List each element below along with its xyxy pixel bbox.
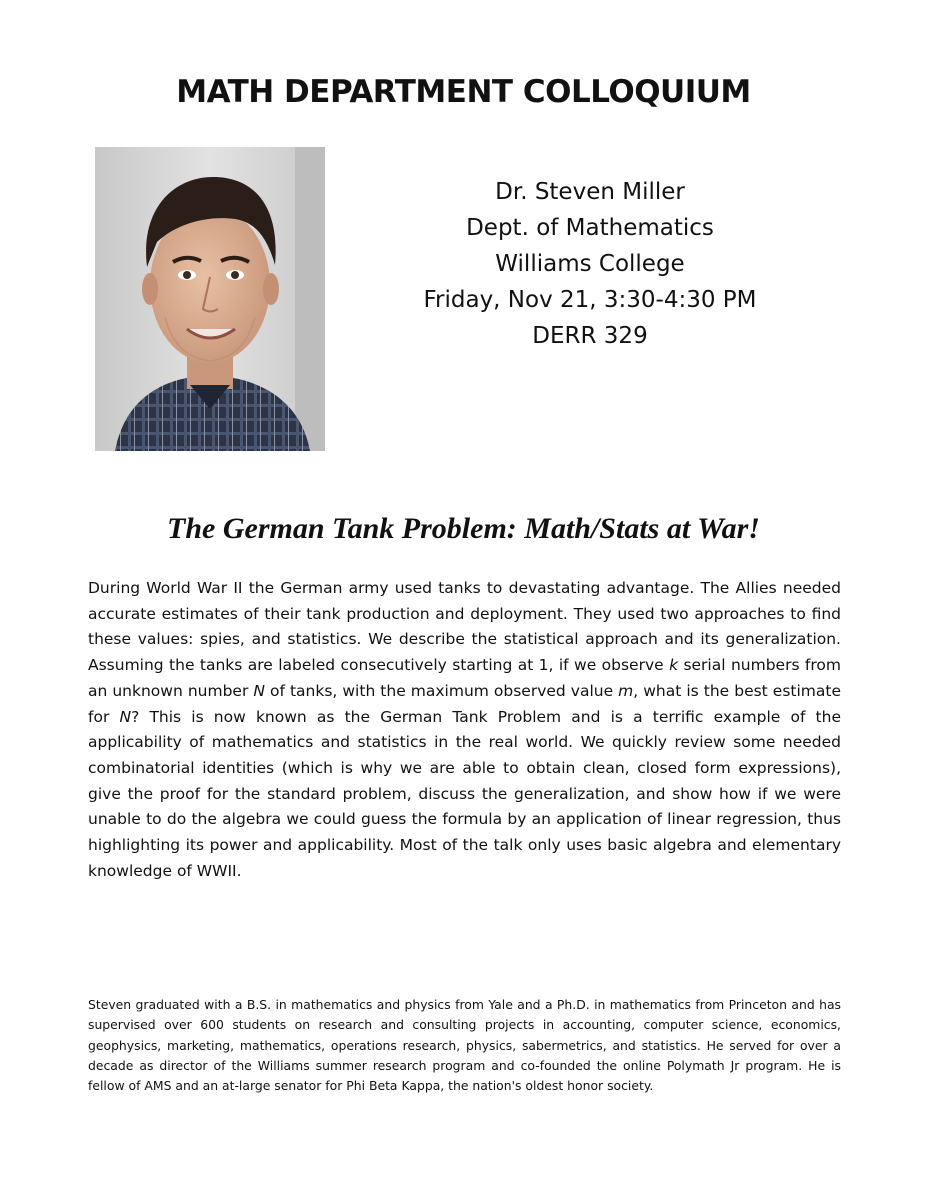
speaker-bio: Steven graduated with a B.S. in mathematics and physics from Yale and a Ph.D. in mathematics from Princeton and has supervised over 600 students on research and consulting projects in accounting, computer science, economics, geophysics, marketing, mathematics, operations research, physics, sabermetrics, and statistics. He served for over a decade as director of the Williams summer research program and co-founded the online Polymath Jr program. He is fellow of AMS and an at-large senator for Phi Beta Kappa, the nation's oldest honor society. [88,997,841,1094]
abstract-text: ? This is now known as the German Tank Problem and is a terrific example of the applicability of mathematics and statistics in the real world. We quickly review some needed combinatorial identities (which is why we are able to obtain clean, closed form expressions), give the proof for the standard problem, discuss the generalization, and show how if we were unable to do the algebra we could guess the formula by an application of linear regression, thus highlighting its power and applicability. Most of the talk only uses basic algebra and elementary knowledge of WWII. [88,707,841,880]
speaker-info [395,174,785,354]
abstract-variable: k [669,656,679,675]
speaker-photo [95,147,325,451]
speaker-department: Dept. of Mathematics [466,215,714,241]
speaker-institution: Williams College [495,251,685,277]
talk-abstract [88,576,841,884]
speaker-name: Dr. Steven Miller [495,179,685,205]
abstract-text: , what is the best estimate for [88,681,841,726]
talk-title: The German Tank Problem: Math/Stats at War! [167,512,760,545]
abstract-variable: N [253,681,265,700]
abstract-text: of tanks, with the maximum observed value [264,681,619,700]
abstract-variable: N [119,707,132,726]
talk-room: DERR 329 [532,323,648,349]
abstract-variable: m [618,681,634,700]
abstract-text: serial numbers from an unknown number [88,656,841,700]
abstract-text: During World War II the German army used tanks to devastating advantage. The Allies needed accurate estimates of their tank production and deployment. They used two approaches to find these values: spies, and statistics. We describe the statistical approach and its generalization. Assuming the tanks are labeled consecutively starting at 1, if we observe [88,579,841,675]
page-title: MATH DEPARTMENT COLLOQUIUM [176,74,751,110]
talk-datetime: Friday, Nov 21, 3:30-4:30 PM [423,287,757,313]
